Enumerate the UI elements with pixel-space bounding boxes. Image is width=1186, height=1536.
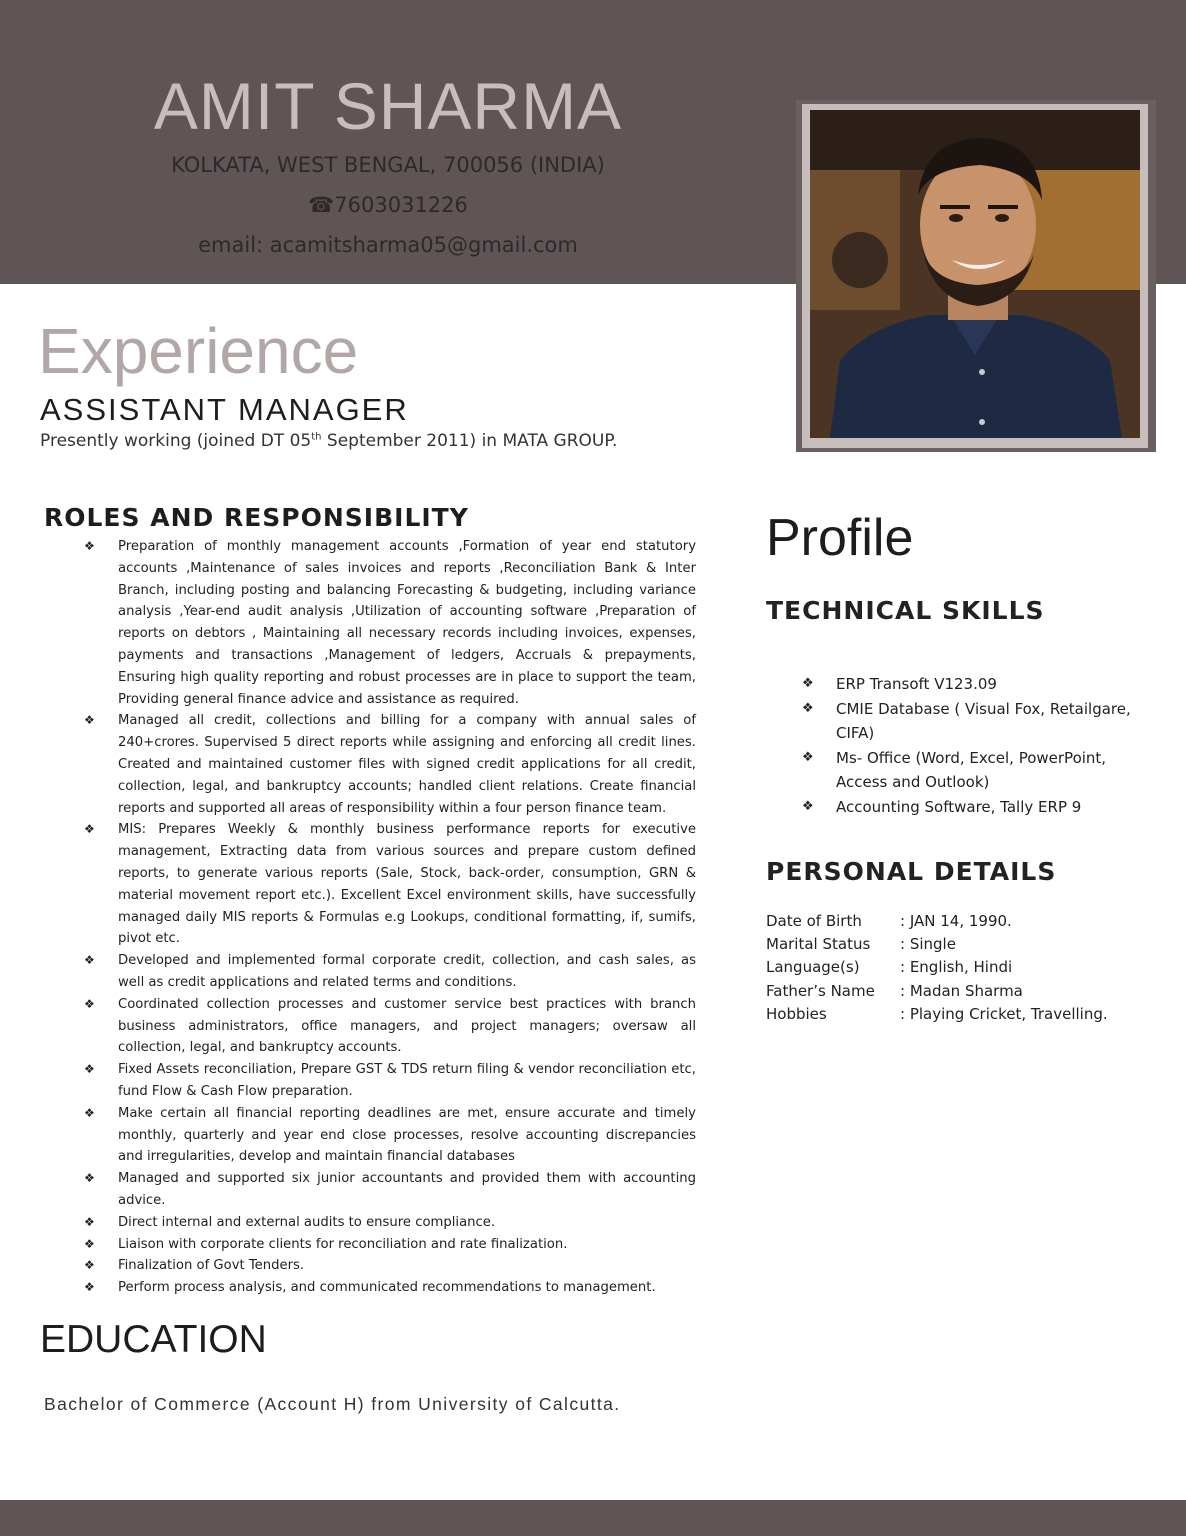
phone-line — [0, 193, 776, 217]
education-detail: Bachelor of Commerce (Account H) from University of Calcutta. — [44, 1394, 621, 1414]
diamond-bullet-icon: ❖ — [802, 749, 814, 765]
employment-summary-prefix: Presently working (joined DT 05 — [40, 431, 312, 451]
diamond-bullet-icon: ❖ — [84, 1236, 95, 1251]
diamond-bullet-icon: ❖ — [802, 798, 814, 814]
list-item: ❖ Finalization of Govt Tenders. — [84, 1255, 696, 1277]
list-item: ❖ Liaison with corporate clients for reconciliation and rate finalization. — [84, 1234, 696, 1256]
diamond-bullet-icon: ❖ — [84, 1214, 95, 1229]
detail-value: : English, Hindi — [900, 958, 1013, 977]
experience-heading: Experience — [38, 315, 359, 387]
list-item: ❖ Direct internal and external audits to ensure compliance. — [84, 1212, 696, 1234]
diamond-bullet-icon: ❖ — [84, 1062, 95, 1077]
detail-label: Marital Status — [766, 935, 871, 954]
table-row — [766, 910, 1108, 933]
address: KOLKATA, WEST BENGAL, 700056 (INDIA) — [171, 153, 605, 177]
list-item: ❖ ERP Transoft V123.09 — [802, 672, 1132, 697]
list-item: ❖ Managed all credit, collections and billing for a company with annual sales of 240+crores. Supervised 5 direct reports while assigning and enforcing all credit lines. Created and maintained customer files with signed credit applications for all credit, collection, legal, and bankruptcy accounts; handled client relations. Create financial reports and supported all areas of responsibility within a four person finance team. — [84, 710, 696, 819]
diamond-bullet-icon: ❖ — [84, 713, 95, 728]
detail-label: Hobbies — [766, 1004, 827, 1023]
table-row — [766, 933, 1108, 956]
diamond-bullet-icon: ❖ — [84, 953, 95, 968]
photo-frame — [796, 100, 1156, 452]
footer-band — [0, 1500, 1186, 1536]
personal-details-heading: PERSONAL DETAILS — [766, 857, 1057, 886]
employment-summary-sup: th — [311, 431, 322, 443]
diamond-bullet-icon: ❖ — [84, 539, 95, 553]
roles-heading: ROLES AND RESPONSIBILITY — [44, 503, 469, 532]
list-item: ❖ Developed and implemented formal corporate credit, collection, and cash sales, as well as credit applications and related terms and conditions. — [84, 950, 696, 994]
diamond-bullet-icon: ❖ — [802, 700, 814, 716]
detail-label: Date of Birth — [766, 912, 862, 930]
detail-label: Language(s) — [766, 958, 860, 977]
roles-list — [84, 536, 696, 1299]
diamond-bullet-icon: ❖ — [84, 1280, 95, 1295]
list-item: ❖ Accounting Software, Tally ERP 9 — [802, 795, 1132, 820]
candidate-name: AMIT SHARMA — [153, 69, 623, 143]
diamond-bullet-icon: ❖ — [802, 676, 814, 691]
list-item: ❖ Managed and supported six junior accountants and provided them with accounting advice. — [84, 1168, 696, 1212]
list-item: ❖ Perform process analysis, and communicated recommendations to management. — [84, 1277, 696, 1299]
phone-icon: ☎ — [308, 193, 335, 217]
profile-heading: Profile — [766, 509, 914, 567]
phone-number: 7603031226 — [334, 193, 468, 217]
profile-photo — [810, 110, 1140, 438]
table-row — [766, 956, 1108, 979]
detail-value: : Madan Sharma — [900, 981, 1023, 1000]
diamond-bullet-icon: ❖ — [84, 1258, 95, 1273]
employment-summary-suffix: September 2011) in MATA GROUP. — [321, 431, 618, 451]
list-item: ❖ Make certain all financial reporting deadlines are met, ensure accurate and timely monthly, quarterly and year end close processes, resolve accounting discrepancies and irregularities, develop and maintain financial databases — [84, 1103, 696, 1168]
detail-label: Father’s Name — [766, 981, 875, 1000]
list-item: ❖ Ms- Office (Word, Excel, PowerPoint, Access and Outlook) — [802, 746, 1132, 795]
detail-value: : JAN 14, 1990. — [900, 912, 1012, 930]
employment-summary — [40, 431, 617, 451]
detail-value: : Single — [900, 935, 956, 954]
list-item: ❖ MIS: Prepares Weekly & monthly business performance reports for executive management, Extracting data from various sources and prepare custom defined reports, to generate various reports (Sale, Stock, back-order, consumption, GRN & material movement report etc.). Excellent Excel environment skills, have successfully managed daily MIS reports & Formulas e.g Lookups, conditional formatting, if, sumifs, pivot etc. — [84, 819, 696, 950]
list-item: ❖ Preparation of monthly management accounts ,Formation of year end statutory accounts ,Maintenance of sales invoices and reports ,Reconciliation Bank & Inter Branch, including posting and balancing Forecasting & budgeting, including variance analysis ,Year-end audit analysis ,Utilization of accounting software ,Preparation of reports on debtors , Maintaining all necessary records including invoices, expenses, payments and transactions ,Management of ledgers, Accruals & prepayments, Ensuring high quality reporting and robust processes are in place to support the team, Providing general finance advice and assistance as required. — [84, 536, 696, 710]
profile-photo-illustration — [810, 110, 1140, 438]
list-item: ❖ CMIE Database ( Visual Fox, Retailgare, CIFA) — [802, 697, 1132, 746]
diamond-bullet-icon: ❖ — [84, 996, 95, 1011]
personal-details-table — [766, 910, 1108, 1026]
table-row — [766, 1003, 1108, 1026]
list-item: ❖ Fixed Assets reconciliation, Prepare GST & TDS return filing & vendor reconciliation etc, fund Flow & Cash Flow preparation. — [84, 1059, 696, 1103]
diamond-bullet-icon: ❖ — [84, 1105, 95, 1120]
table-row — [766, 980, 1108, 1003]
diamond-bullet-icon: ❖ — [84, 822, 95, 837]
technical-skills-heading: TECHNICAL SKILLS — [766, 596, 1045, 625]
diamond-bullet-icon: ❖ — [84, 1171, 95, 1186]
education-heading: EDUCATION — [40, 1318, 267, 1361]
list-item: ❖ Coordinated collection processes and customer service best practices with branch business administrators, office managers, and project managers; oversaw all collection, legal, and bankruptcy accounts. — [84, 994, 696, 1059]
job-title: ASSISTANT MANAGER — [40, 392, 409, 427]
email: email: acamitsharma05@gmail.com — [198, 233, 578, 257]
technical-skills-list — [802, 672, 1132, 819]
detail-value: : Playing Cricket, Travelling. — [900, 1004, 1108, 1023]
